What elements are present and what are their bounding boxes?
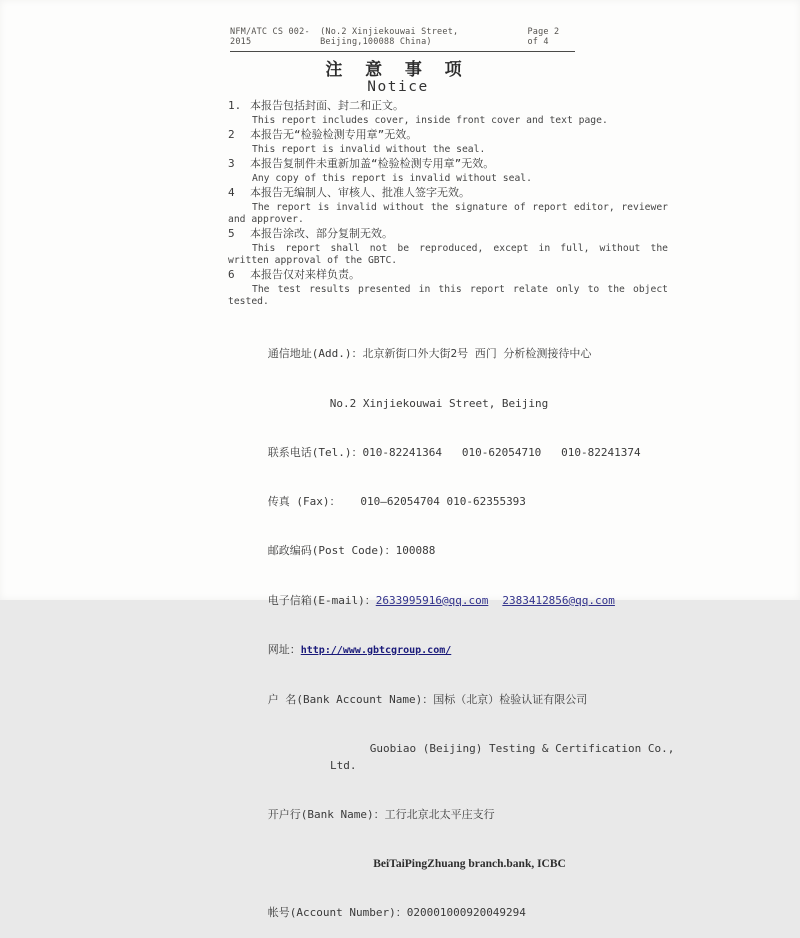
account-number-line <box>228 889 688 938</box>
tel-value: 010-82241364 010-62054710 010-82241374 <box>362 445 641 459</box>
email-link-2[interactable]: 2383412856@qq.com <box>502 593 615 607</box>
notice-text-zh: 本报告包括封面、封二和正文。 <box>250 99 404 112</box>
contact-tel-line <box>228 428 688 477</box>
contact-website-line <box>228 625 688 675</box>
notice-text-en: The test results presented in this report relate only to the object tested. <box>228 284 668 307</box>
contact-info-block <box>228 330 688 938</box>
notice-text-zh: 本报告仅对来样负责。 <box>250 268 360 281</box>
notice-item <box>228 99 668 127</box>
header-address: (No.2 Xinjiekouwai Street, Beijing,100088 China) <box>320 27 459 47</box>
contact-address-line-en <box>228 379 688 428</box>
address-value-zh: 北京新街口外大街2号 西门 分析检测接待中心 <box>362 347 592 361</box>
bank-name-en: BeiTaiPingZhuang branch.bank, ICBC <box>373 858 566 870</box>
page-header <box>230 27 575 52</box>
account-name-zh: 国标（北京）检验认证有限公司 <box>433 692 588 706</box>
notice-item <box>228 227 668 267</box>
address-value-en: No.2 Xinjiekouwai Street, Beijing <box>329 396 549 410</box>
bank-account-name-line <box>228 676 688 725</box>
contact-email-line <box>228 576 688 625</box>
bank-name-line-en <box>228 840 688 889</box>
bank-name-label: 开户行(Bank Name)： <box>267 807 385 821</box>
account-name-label: 户 名(Bank Account Name)： <box>267 692 434 706</box>
notice-text-en: This report shall not be reproduced, except in full, without the written approval of the GBTC. <box>228 243 668 266</box>
notice-text-en: Any copy of this report is invalid without seal. <box>252 173 532 184</box>
notice-text-en: The report is invalid without the signature of report editor, reviewer and approver. <box>228 202 668 225</box>
page-title-chinese: 注 意 事 项 <box>325 60 471 79</box>
notice-text-zh: 本报告无“检验检测专用章”无效。 <box>250 128 418 141</box>
contact-fax-line <box>228 478 688 527</box>
account-name-en: Guobiao (Beijing) Testing & Certification Co., Ltd. <box>330 742 682 772</box>
bank-name-line <box>228 790 688 839</box>
notice-text-en: This report is invalid without the seal. <box>252 144 486 155</box>
email-link-1[interactable]: 2633995916@qq.com <box>375 593 489 607</box>
website-label: 网址： <box>267 642 301 656</box>
header-page-number: Page 2 of 4 <box>527 27 560 47</box>
header-doc-code: NFM/ATC CS 002-2015 <box>230 27 310 47</box>
tel-label: 联系电话(Tel.)： <box>267 445 363 459</box>
notice-list <box>228 99 668 309</box>
notice-number: 5 <box>228 227 235 240</box>
notice-item <box>228 186 668 226</box>
website-link[interactable]: http://www.gbtcgroup.com/ <box>300 644 452 656</box>
notice-number: 3 <box>228 157 235 170</box>
notice-number: 4 <box>228 186 235 199</box>
notice-number: 1. <box>228 99 242 112</box>
notice-number: 6 <box>228 268 235 281</box>
bank-name-zh: 工行北京北太平庄支行 <box>384 807 495 821</box>
notice-item <box>228 268 668 308</box>
contact-postcode-line <box>228 527 688 576</box>
notice-number: 2 <box>228 128 235 141</box>
account-number-label: 帐号(Account Number)： <box>267 906 407 920</box>
bank-account-name-line-en <box>228 725 688 791</box>
account-number-value: 020001000920049294 <box>406 906 526 920</box>
notice-text-en: This report includes cover, inside front cover and text page. <box>252 115 608 126</box>
postcode-label: 邮政编码(Post Code)： <box>267 544 396 558</box>
page-title-english: Notice <box>367 79 429 95</box>
fax-label: 传真 (Fax)： <box>267 495 341 509</box>
notice-text-zh: 本报告无编制人、审核人、批准人签字无效。 <box>250 186 470 199</box>
fax-value: 010—62054704 010-62355393 <box>340 495 526 509</box>
notice-item <box>228 157 668 185</box>
address-label: 通信地址(Add.)： <box>267 347 363 361</box>
postcode-value: 100088 <box>395 544 436 558</box>
notice-item <box>228 128 668 156</box>
contact-address-line <box>228 330 688 379</box>
email-label: 电子信箱(E-mail)： <box>267 593 376 607</box>
notice-text-zh: 本报告复制件未重新加盖“检验检测专用章”无效。 <box>250 157 495 170</box>
notice-text-zh: 本报告涂改、部分复制无效。 <box>250 227 393 240</box>
